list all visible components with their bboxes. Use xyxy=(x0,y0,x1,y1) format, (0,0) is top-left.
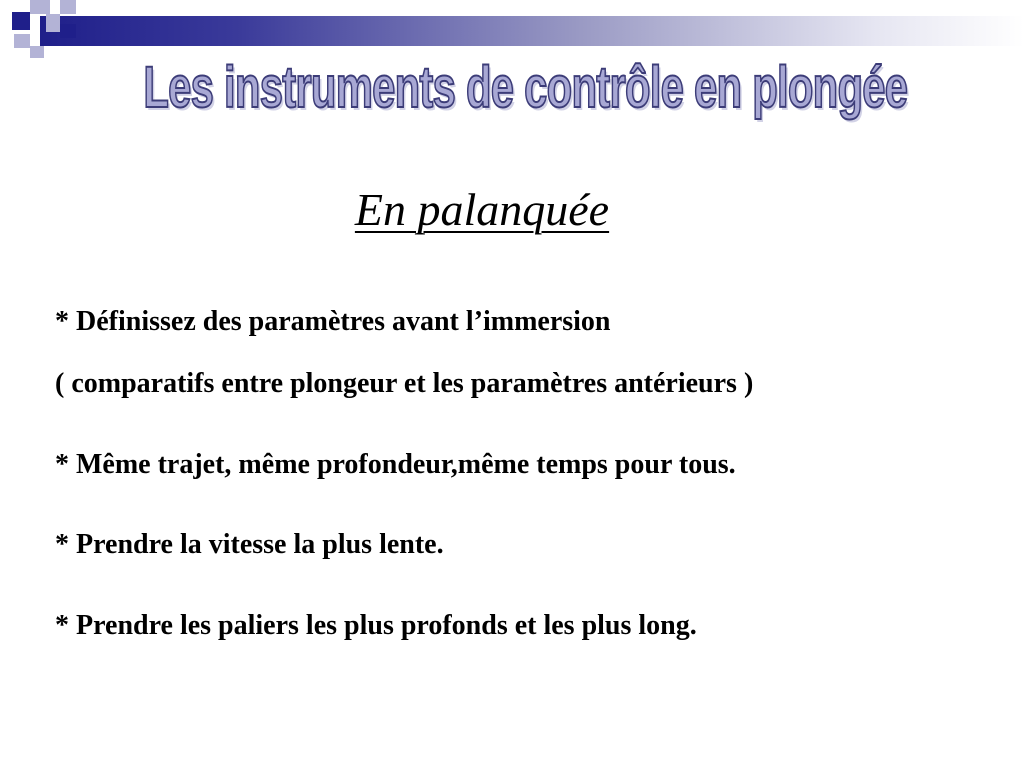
decor-square-navy xyxy=(12,12,30,30)
slide-title: Les instruments de contrôle en plongée xyxy=(143,55,908,120)
decor-square-light xyxy=(46,14,60,32)
header-gradient-band xyxy=(40,16,1024,46)
decor-square-navy xyxy=(60,24,76,38)
decor-square-light xyxy=(14,34,30,48)
section-heading: En palanquée xyxy=(354,184,610,235)
bullet-slowest-speed: * Prendre la vitesse la plus lente. xyxy=(55,529,444,560)
decor-square-light xyxy=(30,46,44,58)
bullet-deepest-stops: * Prendre les paliers les plus profonds et les plus long. xyxy=(55,610,697,641)
bullet-same-route: * Même trajet, même profondeur,même temps pour tous. xyxy=(55,449,736,480)
bullet-define-parameters-detail: ( comparatifs entre plongeur et les paramètres antérieurs ) xyxy=(55,368,754,399)
decor-square-light xyxy=(60,0,76,14)
bullet-define-parameters: * Définissez des paramètres avant l’immersion xyxy=(55,306,611,337)
decor-square-light xyxy=(30,0,50,14)
